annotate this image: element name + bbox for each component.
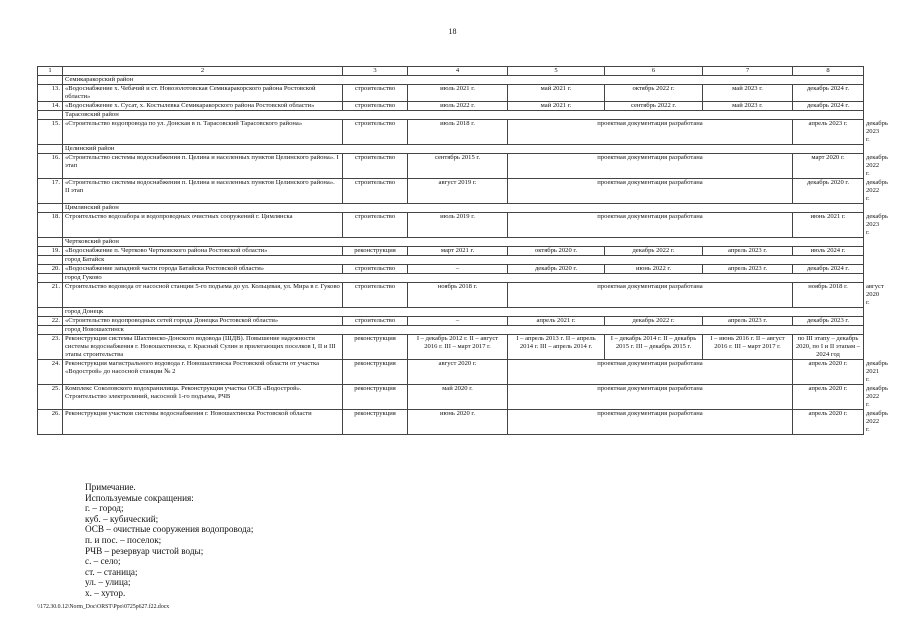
completion-date: декабрь 2024 г. bbox=[793, 85, 864, 102]
region-row bbox=[38, 326, 864, 335]
construction-start: апрель 2020 г. bbox=[793, 410, 864, 435]
project-name: «Строительство водопровода по ул. Донская в п. Тарасовский Тарасовского района» bbox=[63, 120, 343, 145]
design-status: проектная документация разработана bbox=[508, 120, 793, 145]
row-number: 19. bbox=[38, 247, 63, 256]
notes-subtitle: Используемые сокращения: bbox=[85, 492, 194, 503]
empty-cell bbox=[38, 76, 63, 85]
design-status: проектная документация разработана bbox=[508, 360, 793, 385]
region-row bbox=[38, 204, 864, 213]
work-type: строительство bbox=[343, 179, 408, 204]
header-cell: 6 bbox=[605, 67, 703, 76]
work-type: строительство bbox=[343, 213, 408, 238]
abbreviation: с. – село; bbox=[85, 556, 121, 567]
row-number: 25. bbox=[38, 385, 63, 410]
work-type: строительство bbox=[343, 154, 408, 179]
notes-title: Примечание. bbox=[85, 482, 136, 492]
empty-cell bbox=[38, 308, 63, 317]
table-row bbox=[38, 102, 864, 111]
abbreviation: г. – город; bbox=[85, 503, 124, 514]
region-row bbox=[38, 256, 864, 265]
start-date: июль 2018 г. bbox=[408, 120, 508, 145]
project-name: «Водоснабжение западной части города Батайска Ростовской области» bbox=[63, 265, 343, 274]
construction-start: апрель 2020 г. bbox=[793, 360, 864, 385]
region-row bbox=[38, 238, 864, 247]
construction-start: апрель 2023 г. bbox=[703, 317, 793, 326]
row-number: 13. bbox=[38, 85, 63, 102]
abbreviation: ст. – станица; bbox=[85, 566, 138, 577]
abbreviation: п. и пос. – поселок; bbox=[85, 534, 162, 545]
region-row bbox=[38, 76, 864, 85]
abbreviation: ОСВ – очистные сооружения водопровода; bbox=[85, 524, 254, 535]
start-date: сентябрь 2015 г. bbox=[408, 154, 508, 179]
construction-start: май 2023 г. bbox=[703, 102, 793, 111]
region-row bbox=[38, 308, 864, 317]
header-cell: 8 bbox=[793, 67, 864, 76]
design-status: проектная документация разработана bbox=[508, 213, 793, 238]
table-row: 15. «Строительство водопровода по ул. Донская в п. Тарасовский Тарасовского района» строительство июль 2018 г. проектная документация разработана апрель 2023 г. декабрь 2023 г. bbox=[38, 120, 864, 145]
page-number: 18 bbox=[448, 27, 457, 36]
header-cell: 5 bbox=[508, 67, 605, 76]
start-date: август 2020 г. bbox=[408, 360, 508, 385]
empty-cell bbox=[38, 326, 63, 335]
project-name: «Водоснабжение п. Чертково Чертковского района Ростовской области» bbox=[63, 247, 343, 256]
table-row bbox=[38, 265, 864, 274]
construction-start: апрель 2023 г. bbox=[703, 265, 793, 274]
start-date: март 2021 г. bbox=[408, 247, 508, 256]
region-name: город Гуково bbox=[63, 274, 864, 283]
abbreviation: РЧВ – резервуар чистой воды; bbox=[85, 545, 204, 556]
table-row: 17. «Строительство системы водоснабжения п. Целина и населенных пунктов Целинского района». II этап строительство август 2019 г. проектная документация разработана декабрь 2020 г. декабрь 2022 г. bbox=[38, 179, 864, 204]
start-date: июль 2021 г. bbox=[408, 85, 508, 102]
row-number: 22. bbox=[38, 317, 63, 326]
work-type: строительство bbox=[343, 85, 408, 102]
construction-start: апрель 2020 г. bbox=[793, 385, 864, 410]
work-type: строительство bbox=[343, 265, 408, 274]
construction-start: ноябрь 2018 г. bbox=[793, 283, 864, 308]
design-status: проектная документация разработана bbox=[508, 410, 793, 435]
construction-start: I – июнь 2016 г. II – август 2016 г. III – март 2017 г. bbox=[703, 335, 793, 360]
table-row: 18. Строительство водозабора и водопроводных очистных сооружений г. Цимлянска строительство июль 2019 г. проектная документация разработана июнь 2021 г. декабрь 2023 г. bbox=[38, 213, 864, 238]
work-type: реконструкция bbox=[343, 360, 408, 385]
construction-start: май 2023 г. bbox=[703, 85, 793, 102]
header-cell: 1 bbox=[38, 67, 63, 76]
work-type: строительство bbox=[343, 283, 408, 308]
work-type: реконструкция bbox=[343, 385, 408, 410]
project-name: «Водоснабжение х. Сусат, х. Костылевка Семикаракорского района Ростовской области» bbox=[63, 102, 343, 111]
region-name: Тарасовский район bbox=[63, 111, 864, 120]
table-row bbox=[38, 85, 864, 102]
header-row bbox=[38, 67, 864, 76]
header-cell: 7 bbox=[703, 67, 793, 76]
project-name: «Строительство системы водоснабжения п. Целина и населенных пунктов Целинского района». II этап bbox=[63, 179, 343, 204]
project-name: «Строительство системы водоснабжения п. Целина и населенных пунктов Целинского района». I этап bbox=[63, 154, 343, 179]
design-end: сентябрь 2022 г. bbox=[605, 102, 703, 111]
design-start: май 2021 г. bbox=[508, 85, 605, 102]
start-date: – bbox=[408, 265, 508, 274]
design-start: май 2021 г. bbox=[508, 102, 605, 111]
row-number: 16. bbox=[38, 154, 63, 179]
region-name: Целинский район bbox=[63, 145, 864, 154]
schedule-table bbox=[37, 66, 888, 435]
region-name: город Донецк bbox=[63, 308, 864, 317]
work-type: реконструкция bbox=[343, 410, 408, 435]
design-status: проектная документация разработана bbox=[508, 179, 793, 204]
region-row bbox=[38, 111, 864, 120]
header-cell: 3 bbox=[343, 67, 408, 76]
row-number: 21. bbox=[38, 283, 63, 308]
table-body bbox=[38, 67, 888, 435]
row-number: 23. bbox=[38, 335, 63, 360]
region-name: город Батайск bbox=[63, 256, 864, 265]
construction-start: март 2020 г. bbox=[793, 154, 864, 179]
row-number: 14. bbox=[38, 102, 63, 111]
empty-cell bbox=[38, 238, 63, 247]
completion-date: декабрь 2023 г. bbox=[793, 317, 864, 326]
table-row: 24. Реконструкция магистрального водовода г. Новошахтинска Ростовской области от участка «Водострой» до насосной станции № 2 реконструкция август 2020 г. проектная документация разработана апрель 2020 г. декабрь 2021 г. bbox=[38, 360, 864, 385]
table-row: 26. Реконструкция участков системы водоснабжения г. Новошахтинска Ростовской области реконструкция июнь 2020 г. проектная документация разработана апрель 2020 г. декабрь 2022 г. bbox=[38, 410, 864, 435]
start-date: июль 2022 г. bbox=[408, 102, 508, 111]
design-status: проектная документация разработана bbox=[508, 154, 793, 179]
empty-cell bbox=[38, 111, 63, 120]
header-cell: 4 bbox=[408, 67, 508, 76]
table-row: 21. Строительство водовода от насосной станции 5-го подъема до ул. Кольцевая, ул. Мира в г. Гуково строительство ноябрь 2018 г. проектная документация разработана ноябрь 2018 г. август 2020 г. bbox=[38, 283, 864, 308]
design-end: декабрь 2022 г. bbox=[605, 247, 703, 256]
empty-cell bbox=[38, 256, 63, 265]
design-start: I – апрель 2013 г. II – апрель 2014 г. III – апрель 2014 г. bbox=[508, 335, 605, 360]
construction-start: июнь 2021 г. bbox=[793, 213, 864, 238]
work-type: реконструкция bbox=[343, 247, 408, 256]
work-type: реконструкция bbox=[343, 335, 408, 360]
design-start: декабрь 2020 г. bbox=[508, 265, 605, 274]
row-number: 15. bbox=[38, 120, 63, 145]
project-name: Реконструкция участков системы водоснабжения г. Новошахтинска Ростовской области bbox=[63, 410, 343, 435]
completion-date: декабрь 2024 г. bbox=[793, 102, 864, 111]
start-date: I – декабрь 2012 г. II – август 2016 г. III – март 2017 г. bbox=[408, 335, 508, 360]
project-name: «Строительство водопроводных сетей города Донецка Ростовской области» bbox=[63, 317, 343, 326]
work-type: строительство bbox=[343, 120, 408, 145]
table-row bbox=[38, 335, 864, 360]
completion-date: декабрь 2024 г. bbox=[793, 265, 864, 274]
project-name: Комплекс Соколовского водохранилища. Реконструкция участка ОСВ «Водострой». Строительство электролиний, насосной 1-го подъема, РЧВ bbox=[63, 385, 343, 410]
project-name: Реконструкция системы Шахтинско-Донского водовода (ШДВ). Повышение надежности системы водоснабжения г. Новошахтинска, г. Красный Сулин и прилегающих поселков I, II и III этапы строительства bbox=[63, 335, 343, 360]
abbreviation: х. – хутор. bbox=[85, 587, 126, 598]
row-number: 24. bbox=[38, 360, 63, 385]
table-row: 25. Комплекс Соколовского водохранилища. Реконструкция участка ОСВ «Водострой». Строительство электролиний, насосной 1-го подъема, РЧВ реконструкция май 2020 г. проектная документация разработана апрель 2020 г. декабрь 2022 г. bbox=[38, 385, 864, 410]
table-row: 16. «Строительство системы водоснабжения п. Целина и населенных пунктов Целинского района». I этап строительство сентябрь 2015 г. проектная документация разработана март 2020 г. декабрь 2022 г. bbox=[38, 154, 864, 179]
start-date: – bbox=[408, 317, 508, 326]
construction-start: декабрь 2020 г. bbox=[793, 179, 864, 204]
region-name: Цимлянский район bbox=[63, 204, 864, 213]
project-name: «Водоснабжение х. Чебачий и ст. Новозолотовская Семикаракорского района Ростовской области» bbox=[63, 85, 343, 102]
row-number: 26. bbox=[38, 410, 63, 435]
start-date: август 2019 г. bbox=[408, 179, 508, 204]
row-number: 18. bbox=[38, 213, 63, 238]
row-number: 17. bbox=[38, 179, 63, 204]
start-date: июнь 2020 г. bbox=[408, 410, 508, 435]
construction-start: апрель 2023 г. bbox=[703, 247, 793, 256]
design-end: I – декабрь 2014 г. II – декабрь 2015 г. III – декабрь 2015 г. bbox=[605, 335, 703, 360]
file-path: \\172.30.0.12\Norm_Doc\ORST\Ppo\0725p627.f22.docx bbox=[37, 604, 170, 610]
project-name: Строительство водовода от насосной станции 5-го подъема до ул. Кольцевая, ул. Мира в г. Гуково bbox=[63, 283, 343, 308]
table-row bbox=[38, 317, 864, 326]
work-type: строительство bbox=[343, 317, 408, 326]
region-name: Семикаракорский район bbox=[63, 76, 864, 85]
region-row bbox=[38, 145, 864, 154]
design-start: апрель 2021 г. bbox=[508, 317, 605, 326]
header-cell: 2 bbox=[63, 67, 343, 76]
empty-cell bbox=[38, 145, 63, 154]
design-end: июнь 2022 г. bbox=[605, 265, 703, 274]
design-status: проектная документация разработана bbox=[508, 385, 793, 410]
region-row bbox=[38, 274, 864, 283]
abbreviation: куб. – кубический; bbox=[85, 513, 159, 524]
design-end: октябрь 2022 г. bbox=[605, 85, 703, 102]
project-name: Строительство водозабора и водопроводных очистных сооружений г. Цимлянска bbox=[63, 213, 343, 238]
construction-start: апрель 2023 г. bbox=[793, 120, 864, 145]
notes bbox=[85, 482, 253, 599]
start-date: май 2020 г. bbox=[408, 385, 508, 410]
region-name: Чертковский район bbox=[63, 238, 864, 247]
design-end: декабрь 2022 г. bbox=[605, 317, 703, 326]
empty-cell bbox=[38, 274, 63, 283]
work-type: строительство bbox=[343, 102, 408, 111]
completion-date: по III этапу – декабрь 2020, по I и II этапам – 2024 год bbox=[793, 335, 864, 360]
design-status: проектная документация разработана bbox=[508, 283, 793, 308]
abbreviation: ул. – улица; bbox=[85, 577, 131, 588]
start-date: июль 2019 г. bbox=[408, 213, 508, 238]
empty-cell bbox=[38, 204, 63, 213]
completion-date: июль 2024 г. bbox=[793, 247, 864, 256]
row-number: 20. bbox=[38, 265, 63, 274]
region-name: город Новошахтинск bbox=[63, 326, 864, 335]
table-row bbox=[38, 247, 864, 256]
start-date: ноябрь 2018 г. bbox=[408, 283, 508, 308]
design-start: октябрь 2020 г. bbox=[508, 247, 605, 256]
project-name: Реконструкция магистрального водовода г. Новошахтинска Ростовской области от участка «Водострой» до насосной станции № 2 bbox=[63, 360, 343, 385]
